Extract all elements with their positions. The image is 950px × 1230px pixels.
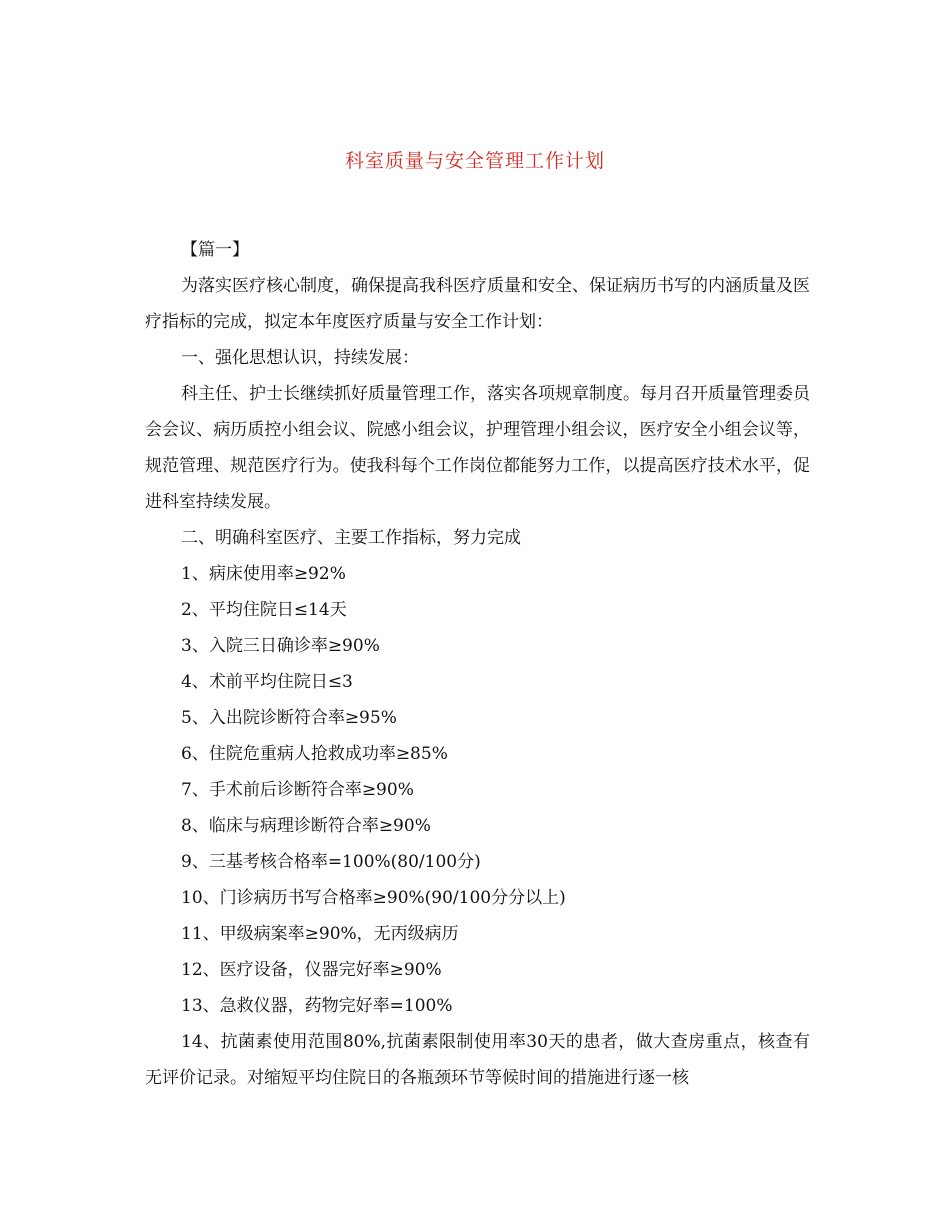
section-tag: 【篇一】 xyxy=(181,240,249,260)
intro-paragraph: 为落实医疗核心制度，确保提高我科医疗质量和安全、保证病历书写的内涵质量及医疗指标的完成，拟定本年度医疗质量与安全工作计划： xyxy=(145,276,810,332)
indicator-item: 13、急救仪器，药物完好率=100% xyxy=(181,996,453,1016)
indicator-item: 5、入出院诊断符合率≥95% xyxy=(181,708,397,728)
section-heading-2: 二、明确科室医疗、主要工作指标，努力完成 xyxy=(181,528,521,548)
indicator-item: 14、抗菌素使用范围80%,抗菌素限制使用率30天的患者，做大查房重点，核查有无评价记录。对缩短平均住院日的各瓶颈环节等候时间的措施进行逐一核 xyxy=(145,1032,810,1088)
section-heading-1: 一、强化思想认识，持续发展： xyxy=(181,348,419,368)
indicator-item: 9、三基考核合格率=100%(80/100分) xyxy=(181,852,481,872)
indicator-item: 4、术前平均住院日≤3 xyxy=(181,672,353,692)
indicator-item: 7、手术前后诊断符合率≥90% xyxy=(181,780,414,800)
indicator-item: 11、甲级病案率≥90%，无丙级病历 xyxy=(181,924,459,944)
indicator-item: 8、临床与病理诊断符合率≥90% xyxy=(181,816,431,836)
document-title: 科室质量与安全管理工作计划 xyxy=(344,150,605,172)
indicator-item: 3、入院三日确诊率≥90% xyxy=(181,636,380,656)
indicator-item: 10、门诊病历书写合格率≥90%(90/100分分以上) xyxy=(181,888,566,908)
indicator-item: 6、住院危重病人抢救成功率≥85% xyxy=(181,744,448,764)
section-1-paragraph: 科主任、护士长继续抓好质量管理工作，落实各项规章制度。每月召开质量管理委员会会议、病历质控小组会议、院感小组会议，护理管理小组会议，医疗安全小组会议等，规范管理、规范医疗行为。使我科每个工作岗位都能努力工作，以提高医疗技术水平，促进科室持续发展。 xyxy=(145,384,810,512)
indicator-item: 12、医疗设备，仪器完好率≥90% xyxy=(181,960,442,980)
document-body xyxy=(145,232,810,1096)
indicator-item: 2、平均住院日≤14天 xyxy=(181,600,347,620)
indicator-item: 1、病床使用率≥92% xyxy=(181,564,346,584)
